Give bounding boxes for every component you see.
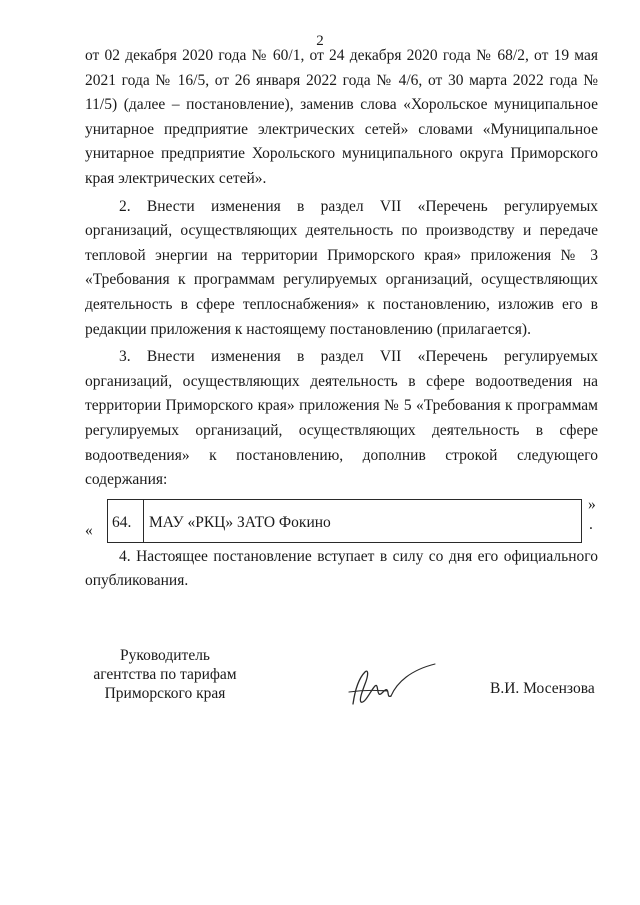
signatory-title-line-3: Приморского края [104,685,226,702]
signatory-title-line-2: агентства по тарифам [93,666,237,683]
signatory-title [85,646,245,703]
paragraph-item-2: 2. Внести изменения в раздел VII «Перечень регулируемых организаций, осуществляющих деятельность по производству и передаче тепловой энергии на территории Приморского края» приложения № 3 «Требования к программам регулируемых организаций, осуществляющих деятельность в сфере теплоснабжения» к постановлению, изложив его в редакции приложения к настоящему постановлению (прилагается). [85,197,598,338]
quote-end-dot: . [589,515,593,533]
inserted-table-row [85,495,598,543]
signatory-title-line-1: Руководитель [119,647,211,664]
paragraph-continuation: от 02 декабря 2020 года № 60/1, от 24 декабря 2020 года № 68/2, от 19 мая 2021 года № 16/5, от 26 января 2022 года № 4/6, от 30 марта 2022 года № 11/5) (далее – постановление), заменив слова «Хорольское муниципальное унитарное предприятие электрических сетей» словами «Муниципальное унитарное предприятие Хорольского муниципального округа Приморского края электрических сетей». [85,47,598,187]
table-cell-organization: МАУ «РКЦ» ЗАТО Фокино [149,514,331,532]
quote-close-mark: » [588,495,596,513]
signatory-name: В.И. Мосензова [490,680,595,697]
paragraph-item-4: 4. Настоящее постановление вступает в силу со дня его официального опубликования. [85,547,598,590]
document-body [85,44,598,594]
inserted-table [107,499,582,543]
signature-block [0,646,640,716]
page-number: 2 [316,33,324,49]
handwritten-signature-icon [335,660,445,710]
table-cell-number: 64. [108,500,144,542]
paragraph-item-3: 3. Внести изменения в раздел VII «Перечень регулируемых организаций, осуществляющих деятельность в сфере водоотведения на территории Приморского края» приложения № 5 «Требования к программам регулируемых организаций, осуществляющих деятельность в сфере водоотведения» к постановлению, дополнив строкой следующего содержания: [85,348,598,489]
quote-open-mark: « [85,521,93,539]
